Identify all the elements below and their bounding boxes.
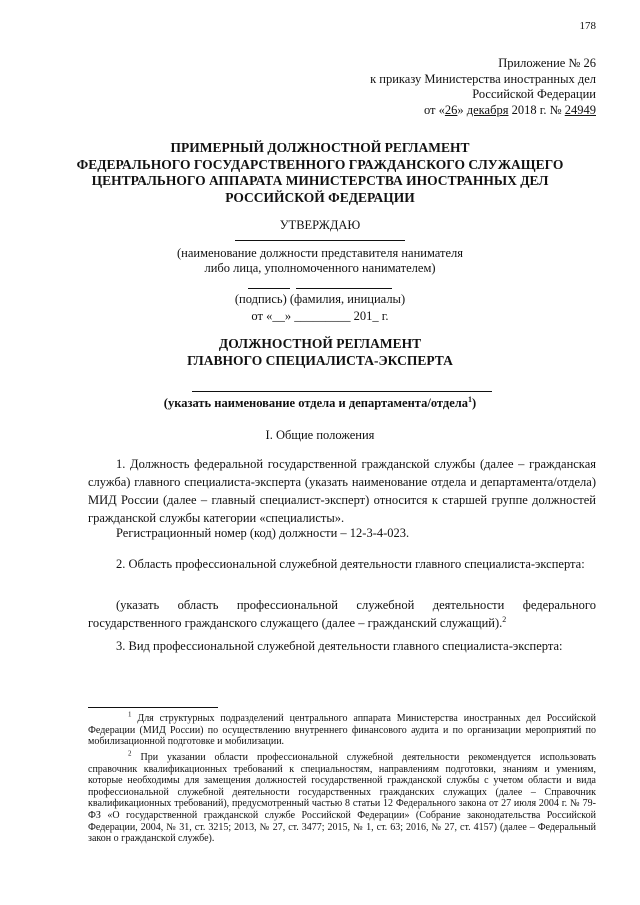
date-mid: »	[457, 102, 467, 117]
signature-lines	[40, 278, 600, 293]
position-hint-line: либо лица, уполномоченного нанимателем)	[204, 261, 436, 275]
footnote-separator	[88, 707, 218, 708]
paragraph-3: 3. Вид профессиональной служебной деятельности главного специалиста-эксперта:	[116, 639, 563, 653]
position-hint-line: (наименование должности представителя нанимателя	[177, 246, 463, 260]
department-hint-close: )	[472, 396, 477, 410]
position-hint	[40, 246, 600, 276]
footnote-mark: 1	[128, 710, 132, 719]
regulation-title-line: ГЛАВНОГО СПЕЦИАЛИСТА-ЭКСПЕРТА	[187, 352, 453, 368]
appendix-date	[276, 103, 596, 119]
regulation-title-line: ДОЛЖНОСТНОЙ РЕГЛАМЕНТ	[218, 336, 422, 351]
date-year: 2018 г. №	[508, 102, 565, 117]
department-hint-text: (указать наименование отдела и департамента/отдела	[163, 396, 469, 410]
regulation-title	[40, 336, 600, 369]
approval-date: от «__» _________ 201_ г.	[251, 309, 389, 323]
paragraph-1: 1. Должность федеральной государственной гражданской службы (далее – гражданская служба) главного специалиста-эксперта (указать наименование отдела и департамента/отдела) МИД России (далее – главный специалист-эксперт) относится к старшей группе должностей гражданской службы категории «специалисты».	[88, 457, 596, 525]
appendix-ministry: Российской Федерации	[472, 87, 596, 101]
title-line: ЦЕНТРАЛЬНОГО АППАРАТА МИНИСТЕРСТВА ИНОСТРАННЫХ ДЕЛ	[91, 173, 549, 188]
footnote-2	[88, 749, 597, 845]
title-line: РОССИЙСКОЙ ФЕДЕРАЦИИ	[225, 189, 415, 205]
footnote-1	[88, 710, 596, 748]
order-number: 24949	[564, 102, 596, 117]
department-line	[192, 391, 492, 392]
date-month: декабря	[466, 102, 509, 117]
footnote-ref: 1	[468, 394, 473, 404]
department-hint	[40, 396, 600, 411]
section-heading: I. Общие положения	[265, 428, 375, 442]
paragraph-2: 2. Область профессиональной служебной деятельности главного специалиста-эксперта:	[116, 557, 585, 571]
paragraph-area-text: (указать область профессиональной служебной деятельности федерального государственного гражданского служащего (далее – гражданский служащий).	[88, 598, 596, 630]
footnote-text: При указании области профессиональной служебной деятельности рекомендуется использовать справочник квалификационных требований к специальностям, направлениям подготовки, знаниям и умениям, которые необходимы для замещения должностей государственной гражданской службы с учетом области и вида профессиональной служебной деятельности государственных гражданских служащих (далее – Справочник квалификационных требований), предусмотренный частью 8 статьи 12 Федерального закона от 27 июля 2004 г. № 79-ФЗ «О государственной гражданской службе Российской Федерации» (Собрание законодательства Российской Федерации, 2004, № 31, ст. 3215; 2013, № 27, ст. 3477; 2015, № 1, ст. 63; 2016, № 27, ст. 4157) (далее – Федеральный закон о гражданской службе).	[88, 752, 597, 845]
title-line: ФЕДЕРАЛЬНОГО ГОСУДАРСТВЕННОГО ГРАЖДАНСКОГО СЛУЖАЩЕГО	[76, 156, 564, 172]
footnote-text: Для структурных подразделений центрального аппарата Министерства иностранных дел Российской Федерации (МИД России) по осуществлению внутреннего финансового аудита и по организации мероприятий по мобилизационной подготовке и мобилизации.	[88, 713, 596, 748]
approve-label: УТВЕРЖДАЮ	[279, 218, 361, 232]
paragraph-area	[88, 596, 596, 632]
page-number: 178	[579, 20, 596, 32]
signature-hint: (подпись) (фамилия, инициалы)	[234, 292, 406, 306]
date-day: 26	[444, 102, 458, 117]
document-title	[40, 140, 600, 206]
appendix-header	[276, 56, 596, 118]
footnote-ref: 2	[502, 614, 507, 624]
footnote-mark: 2	[128, 749, 132, 758]
position-line	[40, 230, 600, 245]
title-line: ПРИМЕРНЫЙ ДОЛЖНОСТНОЙ РЕГЛАМЕНТ	[170, 140, 470, 155]
date-prefix: от «	[423, 102, 445, 117]
appendix-order-ref: к приказу Министерства иностранных дел	[370, 71, 596, 86]
paragraph-registration: Регистрационный номер (код) должности – 12-3-4-023.	[116, 526, 410, 540]
appendix-number: Приложение № 26	[498, 56, 596, 70]
